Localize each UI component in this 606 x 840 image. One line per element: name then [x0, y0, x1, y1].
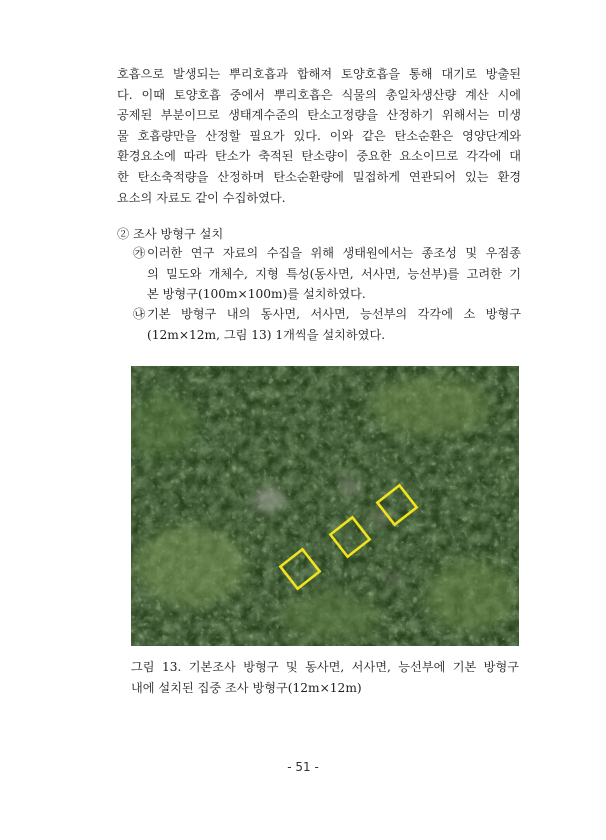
- paragraph-line: 공제된 부분이므로 생태계수준의 탄소고정량을 산정하기 위해서는 미생: [117, 108, 521, 123]
- list-item-b: [133, 304, 521, 345]
- figure-caption: [131, 657, 519, 698]
- item-line: 기본 방형구 내의 동사면, 서사면, 능선부의 각각에 소 방형구: [147, 307, 521, 321]
- paragraph-line: 호흡으로 발생되는 뿌리호흡과 합해져 토양호흡을 통해 대기로 방출된: [117, 67, 521, 81]
- paragraph-line: 다. 이때 토양호흡 중에서 뿌리호흡은 식물의 총일차생산량 계산 시에: [117, 87, 521, 102]
- paragraph-line: 물 호흡량만을 산정할 필요가 있다. 이와 같은 탄소순환은 영양단계와: [117, 128, 521, 143]
- aerial-forest-photo: [131, 366, 519, 646]
- body-paragraph: [117, 64, 521, 208]
- item-marker: ㉯: [133, 307, 146, 321]
- forest-canopy-image: [131, 366, 519, 646]
- caption-line: 그림 13. 기본조사 방형구 및 동사면, 서사면, 능선부에 기본 방형구: [131, 660, 519, 674]
- paragraph-line: 요소의 자료도 같이 수집하였다.: [117, 190, 286, 205]
- caption-line: 내에 설치된 집중 조사 방형구(12m×12m): [131, 680, 362, 695]
- list-item-a: [133, 243, 521, 305]
- page-number: - 51 -: [287, 760, 319, 774]
- item-line: 의 밀도와 개체수, 지형 특성(동사면, 서사면, 능선부)를 고려한 기: [147, 266, 521, 281]
- paragraph-line: 한 탄소축적량을 산정하며 탄소순환량에 밀접하게 연관되어 있는 환경: [117, 169, 521, 184]
- item-line: 본 방형구(100m×100m)를 설치하였다.: [147, 287, 366, 302]
- section-heading: ② 조사 방형구 설치: [117, 227, 224, 241]
- item-line: 이러한 연구 자료의 수집을 위해 생태원에서는 종조성 및 우점종: [147, 246, 521, 260]
- item-line: (12m×12m, 그림 13) 1개씩을 설치하였다.: [147, 327, 386, 342]
- paragraph-line: 환경요소에 따라 탄소가 축적된 탄소량이 중요한 요소이므로 각각에 대: [117, 149, 521, 164]
- item-marker: ㉮: [133, 246, 146, 260]
